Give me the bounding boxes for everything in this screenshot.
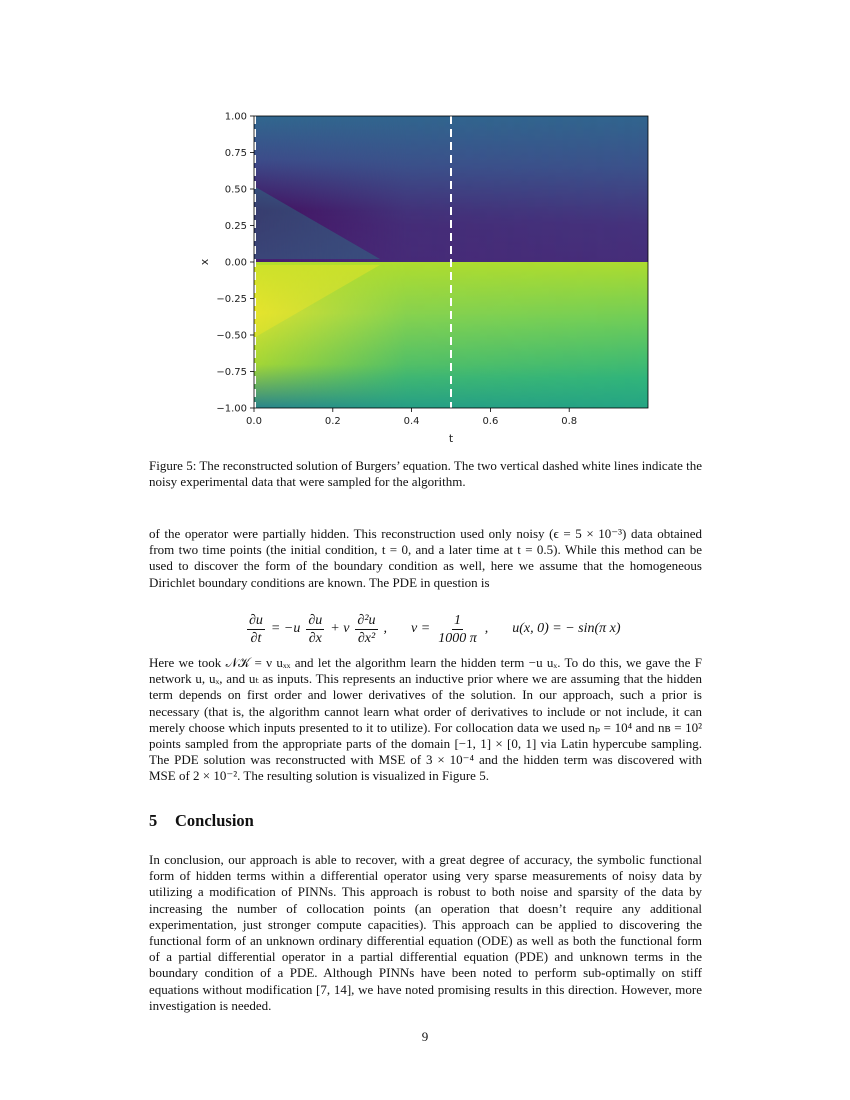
frac-num: ∂²u — [357, 612, 376, 628]
page-number: 9 — [421, 1029, 429, 1044]
x-axis-label: t — [448, 432, 454, 445]
y-tick-label: −0.25 — [216, 294, 247, 305]
frac-du-dt — [247, 612, 265, 647]
eq-part: = −u — [270, 621, 301, 636]
eq-part: + ν — [330, 621, 350, 636]
frac-num: ∂u — [249, 612, 263, 628]
paragraph-conclusion: In conclusion, our approach is able to recover, with a great degree of accuracy, the symbolic functional form of hidden terms within a differential operator using very sparse measurements of noisy data by utilizing a modification of PINNs. This approach is robust to both noise and sparsity of the data by increasing the number of collocation points (an operation that doesn’t require any additional experimentation, just stronger compute capacities). This approach can be applied to discovering the functional form of an unknown ordinary differential equation (ODE) as well as both the functional form of a partial differential operator in a partial differential equation (PDE) and unknown terms in the boundary condition of a PDE. Although PINNs have been noted to perform sub-optimally on stiff equations without modification [7, 14], we have noted promising results in this direction. However, more investigation is needed. — [149, 852, 702, 1013]
y-tick-label: 0.00 — [224, 257, 247, 269]
section-number: 5 — [149, 811, 158, 830]
x-tick-label: 0.2 — [324, 416, 341, 427]
x-tick-label: 0.6 — [482, 416, 499, 427]
frac-den: ∂x — [308, 630, 322, 646]
y-tick-label: −1.00 — [216, 403, 247, 415]
section-heading — [149, 811, 254, 831]
frac-den: ∂x² — [357, 630, 376, 646]
pde-equation — [149, 606, 702, 652]
eq-part: ν = — [411, 621, 431, 636]
frac-den: 1000 π — [438, 630, 477, 646]
y-axis-label: x — [198, 258, 211, 266]
x-tick-label: 0.8 — [561, 416, 578, 427]
frac-num: ∂u — [308, 612, 323, 628]
eq-part: , — [484, 621, 489, 636]
frac-num: 1 — [453, 612, 461, 628]
heatmap-chart — [190, 100, 670, 450]
frac-du-dx — [306, 612, 324, 647]
frac-nu — [436, 612, 479, 647]
eq-initial-condition: u(x, 0) = − sin(π x) — [512, 621, 621, 636]
y-tick-label: 0.25 — [224, 221, 247, 232]
eq-part: , — [383, 621, 388, 636]
y-tick-label: −0.75 — [216, 367, 247, 378]
y-tick-label: −0.50 — [216, 330, 247, 342]
section-title: Conclusion — [175, 811, 254, 830]
frac-den: ∂t — [250, 630, 262, 646]
x-tick-label: 0.0 — [246, 416, 262, 427]
paragraph-method-details: Here we took 𝒩𝒦 = ν uₓₓ and let the algorithm learn the hidden term −u uₓ. To do this, we gave the F network u, uₓ, and uₜ as inputs. This represents an inductive prior where we are assuming that the hidden term depends on first order and lower derivatives of the solution. In our approach, such a prior is necessary (that is, the algorithm cannot learn what order of derivatives to include or not include, it can merely choose which inputs presented to it to utilize). For collocation data we used nₚ = 10⁴ and nʙ = 10² points sampled from the appropriate parts of the domain [−1, 1] × [0, 1] via Latin hypercube sampling. The PDE solution was reconstructed with MSE of 3 × 10⁻⁴ and the hidden term was discovered with MSE of 2 × 10⁻². The resulting solution is visualized in Figure 5. — [149, 655, 702, 784]
figure-caption: Figure 5: The reconstructed solution of Burgers’ equation. The two vertical dashed white lines indicate the noisy experimental data that were sampled for the algorithm. — [149, 458, 702, 489]
y-tick-label: 1.00 — [224, 111, 247, 123]
x-tick-label: 0.4 — [403, 416, 420, 427]
y-tick-label: 0.50 — [224, 184, 247, 196]
figure-burgers-heatmap — [190, 100, 670, 450]
paragraph-burgers-setup: of the operator were partially hidden. This reconstruction used only noisy (ϵ = 5 × 10⁻³) data obtained from two time points (the initial condition, t = 0, and a later time at t = 0.5). While this method can be used to discover the form of the boundary condition as well, here we assume that the homogeneous Dirichlet boundary conditions are known. The PDE in question is — [149, 526, 702, 590]
y-tick-label: 0.75 — [224, 148, 247, 159]
frac-d2u-dx2 — [355, 612, 377, 647]
